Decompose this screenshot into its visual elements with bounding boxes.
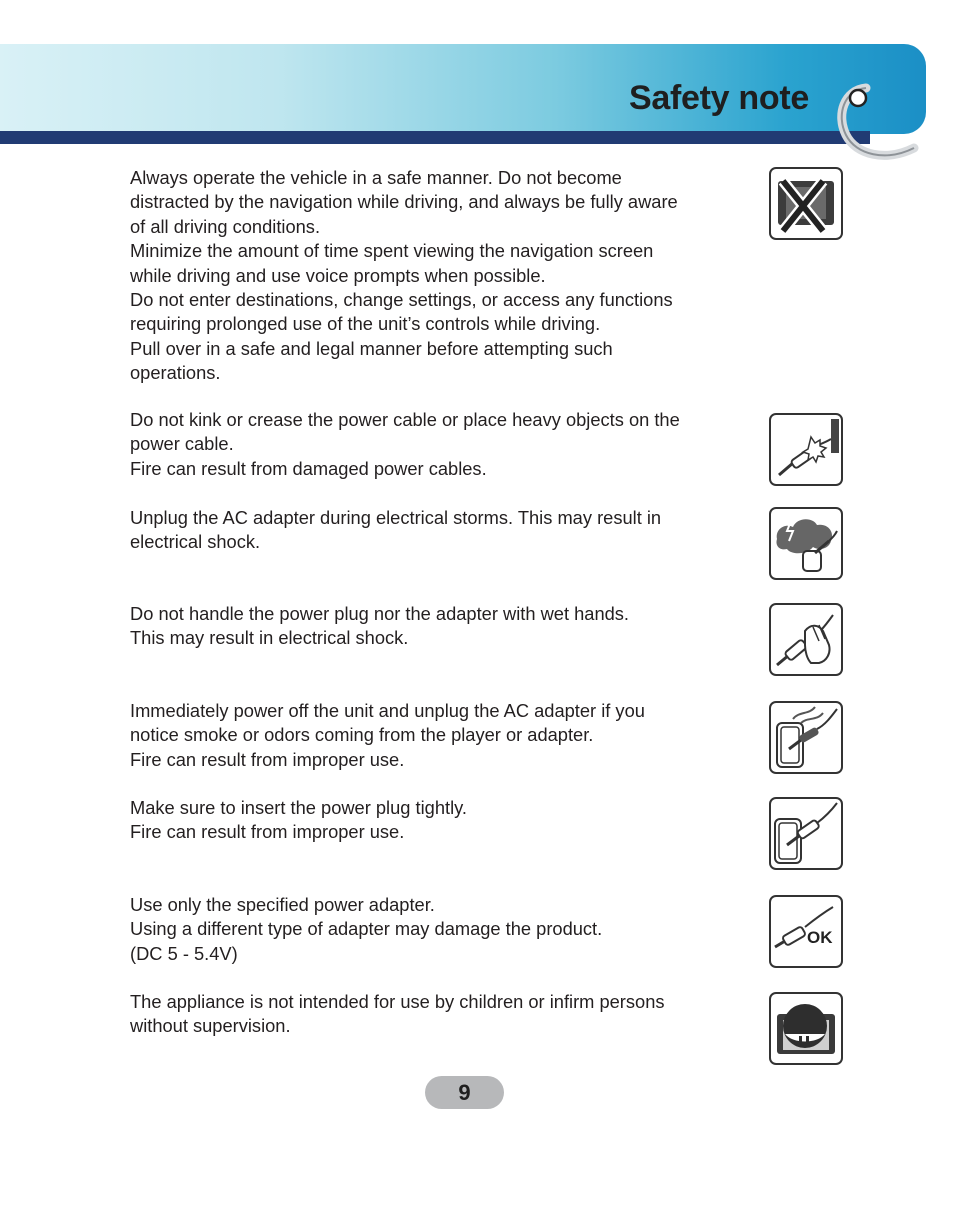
text-line: This may result in electrical shock. bbox=[130, 627, 409, 649]
page-number-badge: 9 bbox=[425, 1076, 504, 1109]
text-line: Fire can result from damaged power cables. bbox=[130, 457, 487, 479]
text-line: Always operate the vehicle in a safe manner. Do not become bbox=[130, 167, 622, 188]
page-title: Safety note bbox=[629, 79, 809, 117]
text-line: Unplug the AC adapter during electrical storms. This may result in bbox=[130, 507, 662, 528]
text-line: Fire can result from improper use. bbox=[130, 748, 405, 770]
header-rule bbox=[0, 131, 870, 144]
text-line: power cable. bbox=[130, 433, 234, 455]
text-line: Do not enter destinations, change settings, or access any functions bbox=[130, 289, 673, 311]
safety-paragraph-children bbox=[130, 990, 760, 1039]
plug-insert-icon bbox=[769, 797, 843, 870]
smoking-plug-icon bbox=[769, 701, 843, 774]
text-line: Immediately power off the unit and unplug the AC adapter if you bbox=[130, 700, 645, 721]
text-line: Minimize the amount of time spent viewing the navigation screen bbox=[130, 240, 654, 262]
ring-decoration-icon bbox=[826, 70, 936, 170]
text-line: Pull over in a safe and legal manner before attempting such bbox=[130, 337, 613, 359]
ok-label: OK bbox=[807, 928, 833, 947]
safety-paragraph-storm bbox=[130, 506, 760, 555]
safety-paragraph-driving bbox=[130, 166, 760, 386]
storm-unplug-icon bbox=[769, 507, 843, 580]
text-line: without supervision. bbox=[130, 1015, 291, 1037]
text-line: requiring prolonged use of the unit’s controls while driving. bbox=[130, 313, 601, 335]
text-line: Do not handle the power plug nor the adapter with wet hands. bbox=[130, 603, 630, 624]
text-line: Fire can result from improper use. bbox=[130, 821, 405, 843]
child-device-icon bbox=[769, 992, 843, 1065]
text-line: Using a different type of adapter may damage the product. bbox=[130, 918, 603, 940]
text-line: (DC 5 - 5.4V) bbox=[130, 942, 238, 964]
text-line: of all driving conditions. bbox=[130, 215, 321, 237]
text-line: Do not kink or crease the power cable or place heavy objects on the bbox=[130, 409, 680, 430]
text-line: while driving and use voice prompts when possible. bbox=[130, 264, 546, 286]
safety-paragraph-cable bbox=[130, 408, 760, 481]
ok-adapter-icon bbox=[769, 895, 843, 968]
crushed-cable-icon bbox=[769, 413, 843, 486]
text-line: The appliance is not intended for use by children or infirm persons bbox=[130, 991, 665, 1012]
text-line: distracted by the navigation while driving, and always be fully aware bbox=[130, 191, 678, 213]
text-line: notice smoke or odors coming from the player or adapter. bbox=[130, 724, 594, 746]
text-line: Use only the specified power adapter. bbox=[130, 894, 435, 915]
safety-paragraph-plug-tight bbox=[130, 796, 760, 845]
text-line: electrical shock. bbox=[130, 531, 261, 553]
wet-hand-plug-icon bbox=[769, 603, 843, 676]
no-screen-x-icon bbox=[769, 167, 843, 240]
text-line: operations. bbox=[130, 362, 221, 384]
safety-paragraph-smoke bbox=[130, 699, 760, 772]
text-line: Make sure to insert the power plug tightly. bbox=[130, 797, 468, 818]
safety-paragraph-wet-hands bbox=[130, 602, 760, 651]
safety-paragraph-adapter bbox=[130, 893, 760, 966]
